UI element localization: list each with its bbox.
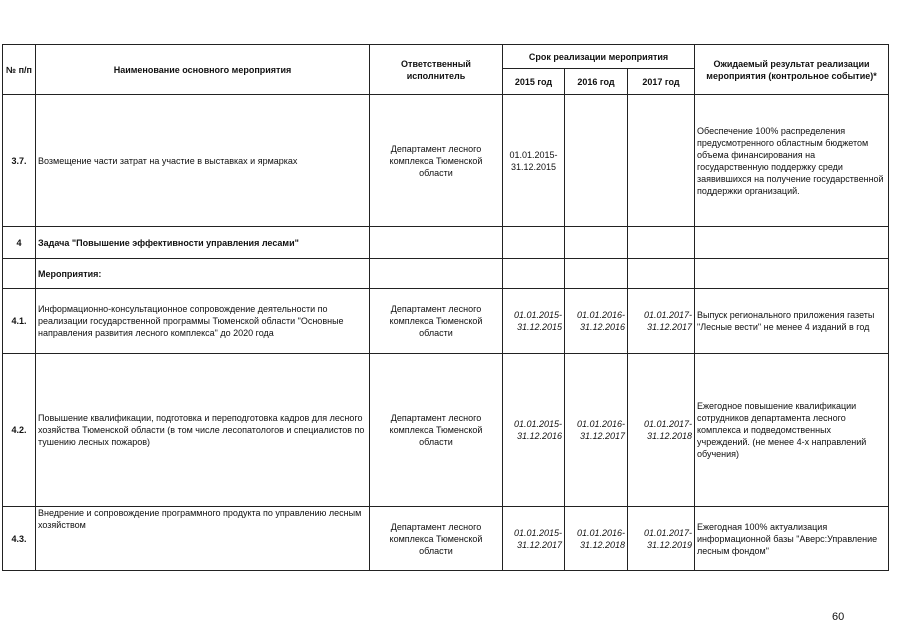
row-name: Информационно-консультационное сопровождение деятельности по реализации государственной программы Тюменской области "Основные направления развития лесного комплекса" до 2020 года: [36, 289, 370, 354]
row-period-2017: 01.01.2017-31.12.2017: [628, 289, 695, 354]
row-num: 4.1.: [3, 289, 36, 354]
row-responsible: Департамент лесного комплекса Тюменской области: [370, 289, 503, 354]
header-year-2016: 2016 год: [565, 69, 628, 95]
row-responsible: Департамент лесного комплекса Тюменской области: [370, 507, 503, 571]
row-name: Возмещение части затрат на участие в выставках и ярмарках: [36, 95, 370, 227]
row-period-2017: 01.01.2017-31.12.2019: [628, 507, 695, 571]
page-number: 60: [832, 611, 845, 623]
row-result: Ежегодное повышение квалификации сотрудников департамента лесного комплекса и подведомственных учреждений. (не менее 4-х направлений обучения): [695, 354, 889, 507]
row-responsible: Департамент лесного комплекса Тюменской области: [370, 354, 503, 507]
header-year-2017: 2017 год: [628, 69, 695, 95]
row-result: Выпуск регионального приложения газеты "Лесные вести" не менее 4 изданий в год: [695, 289, 889, 354]
table-row: [3, 289, 889, 354]
row-period-2016: 01.01.2016-31.12.2018: [565, 507, 628, 571]
header-period: Срок реализации мероприятия: [503, 45, 695, 69]
task-num: 4: [3, 227, 36, 259]
row-name: Повышение квалификации, подготовка и переподготовка кадров для лесного хозяйства Тюменской области (в том числе лесопатологов и специалистов по тушению лесных пожаров): [36, 354, 370, 507]
row-period-2016: 01.01.2016-31.12.2016: [565, 289, 628, 354]
header-num: № п/п: [3, 45, 36, 95]
task-row: [3, 227, 889, 259]
row-period-2015: 01.01.2015-31.12.2015: [503, 95, 565, 227]
table-row: [3, 354, 889, 507]
row-result: Ежегодная 100% актуализация информационной базы "Аверс:Управление лесным фондом": [695, 507, 889, 571]
row-num: 3.7.: [3, 95, 36, 227]
row-num: 4.2.: [3, 354, 36, 507]
row-name: Внедрение и сопровождение программного продукта по управлению лесным хозяйством: [36, 507, 370, 571]
row-period-2017: 01.01.2017-31.12.2018: [628, 354, 695, 507]
row-period-2015: 01.01.2015-31.12.2017: [503, 507, 565, 571]
row-period-2016: [565, 95, 628, 227]
row-period-2017: [628, 95, 695, 227]
task-name: Задача "Повышение эффективности управления лесами": [36, 227, 370, 259]
subheading-row: [3, 259, 889, 289]
row-period-2016: 01.01.2016-31.12.2017: [565, 354, 628, 507]
row-period-2015: 01.01.2015-31.12.2016: [503, 354, 565, 507]
row-num: 4.3.: [3, 507, 36, 571]
table-row: [3, 95, 889, 227]
header-result: Ожидаемый результат реализации мероприятия (контрольное событие)*: [695, 45, 889, 95]
row-result: Обеспечение 100% распределения предусмотренного областным бюджетом объема финансирования на государственную поддержку среди заявившихся на получение государственной поддержки организаций.: [695, 95, 889, 227]
table-row: [3, 507, 889, 571]
activities-label: Мероприятия:: [36, 259, 370, 289]
header-responsible: Ответственный исполнитель: [370, 45, 503, 95]
row-responsible: Департамент лесного комплекса Тюменской области: [370, 95, 503, 227]
header-year-2015: 2015 год: [503, 69, 565, 95]
row-period-2015: 01.01.2015-31.12.2015: [503, 289, 565, 354]
program-table: [2, 44, 889, 571]
header-name: Наименование основного мероприятия: [36, 45, 370, 95]
